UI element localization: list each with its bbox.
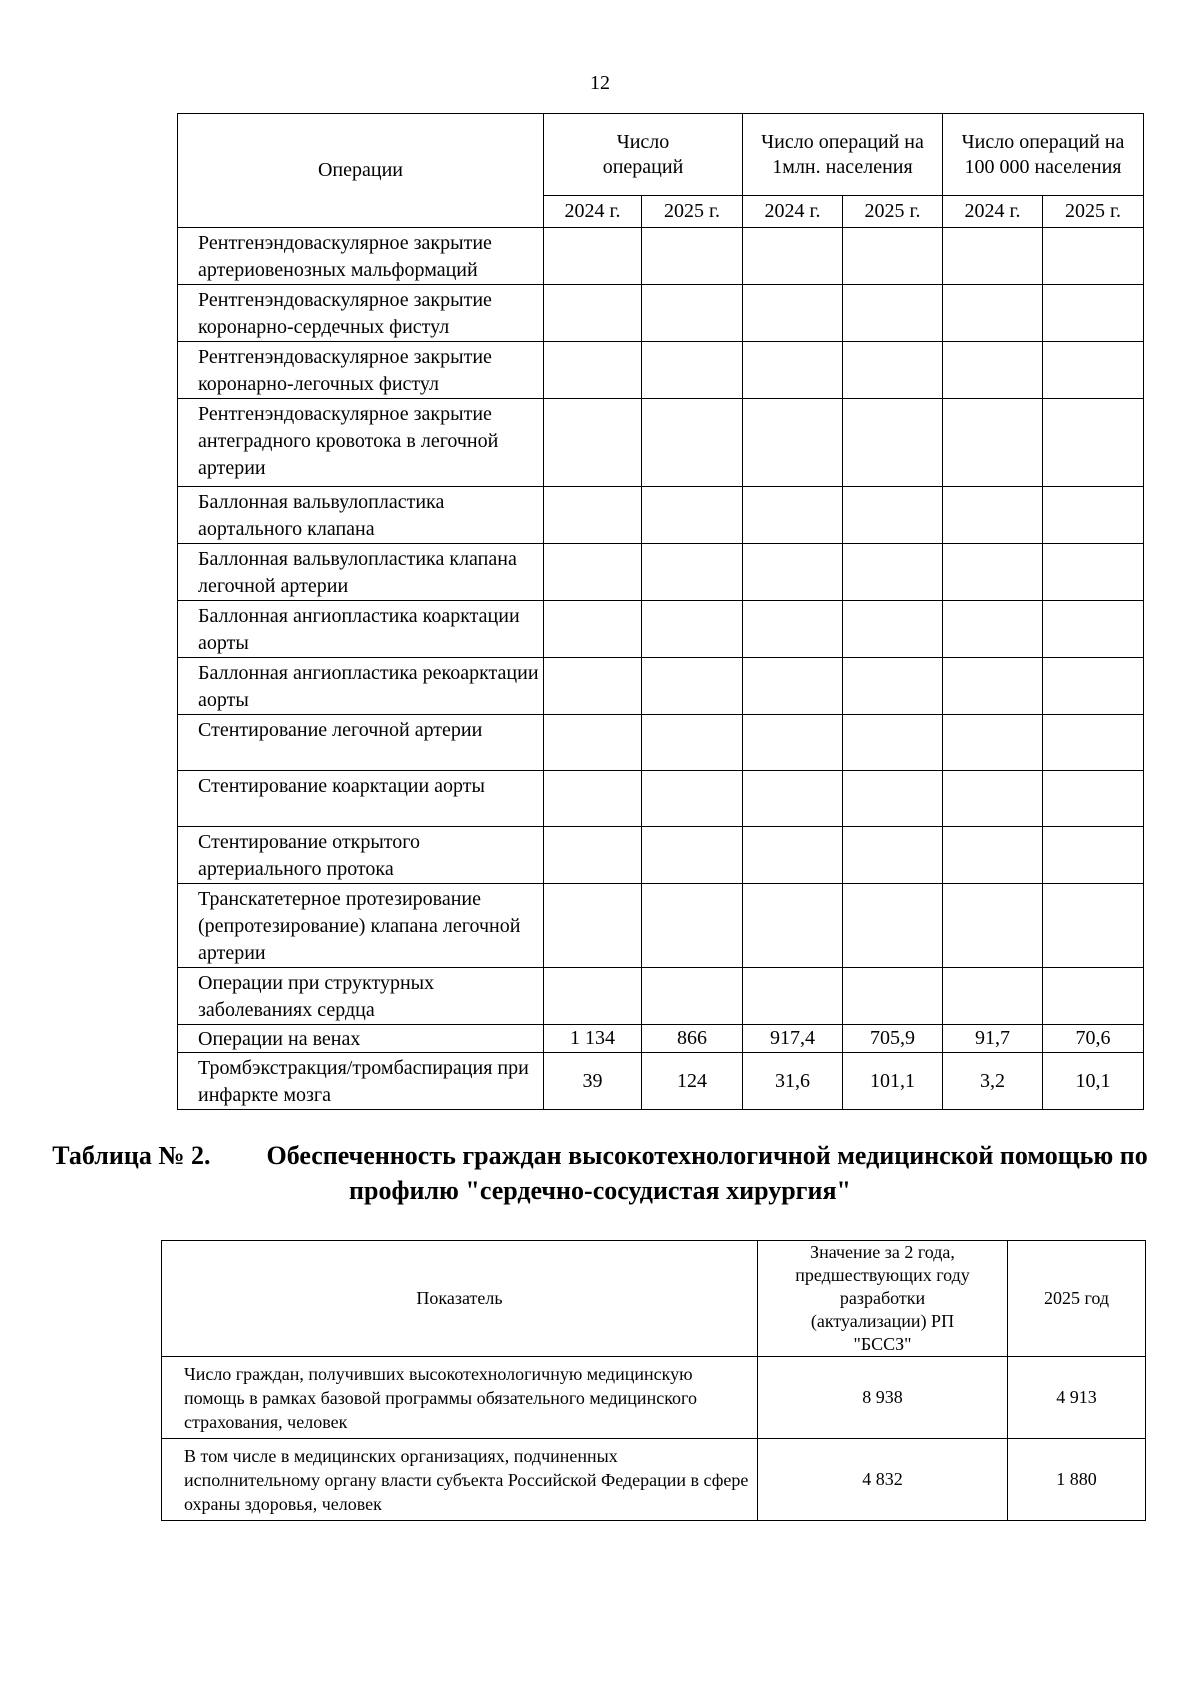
value-cell xyxy=(843,285,943,342)
table-row xyxy=(178,827,1144,884)
table-row xyxy=(162,1357,1146,1439)
value-cell xyxy=(743,544,843,601)
value-cell: 705,9 xyxy=(843,1025,943,1053)
value-cell xyxy=(642,968,743,1025)
current-value: 4 913 xyxy=(1008,1357,1146,1439)
operation-name: Стентирование открытого артериального протока xyxy=(178,827,544,884)
table-row xyxy=(162,1439,1146,1521)
operation-name: Рентгенэндоваскулярное закрытие коронарно-сердечных фистул xyxy=(178,285,544,342)
operation-name: Рентгенэндоваскулярное закрытие антеградного кровотока в легочной артерии xyxy=(178,399,544,487)
year-header: 2024 г. xyxy=(943,196,1043,228)
value-cell xyxy=(544,715,642,771)
group-header-per-million: Число операций на 1млн. населения xyxy=(743,114,943,196)
year-header: 2025 г. xyxy=(843,196,943,228)
page-number: 12 xyxy=(590,72,610,94)
table-row xyxy=(178,771,1144,827)
value-cell xyxy=(743,487,843,544)
value-cell xyxy=(843,827,943,884)
table-row xyxy=(178,658,1144,715)
table-row xyxy=(178,399,1144,487)
table2-number: Таблица № 2. xyxy=(52,1141,211,1170)
value-cell: 91,7 xyxy=(943,1025,1043,1053)
value-cell xyxy=(843,658,943,715)
value-cell xyxy=(743,715,843,771)
operation-name: Баллонная вальвулопластика клапана легочной артерии xyxy=(178,544,544,601)
group-header-per-100k: Число операций на 100 000 населения xyxy=(943,114,1144,196)
value-cell xyxy=(642,601,743,658)
current-value: 1 880 xyxy=(1008,1439,1146,1521)
indicator-name: Число граждан, получивших высокотехнологичную медицинскую помощь в рамках базовой программы обязательного медицинского страхования, человек xyxy=(162,1357,758,1439)
value-cell xyxy=(843,399,943,487)
value-cell: 3,2 xyxy=(943,1053,1043,1110)
value-cell xyxy=(743,884,843,968)
value-cell xyxy=(743,658,843,715)
value-cell xyxy=(943,285,1043,342)
value-cell xyxy=(943,771,1043,827)
operations-header: Операции xyxy=(178,114,544,228)
value-cell xyxy=(743,285,843,342)
value-cell xyxy=(544,285,642,342)
value-cell xyxy=(943,658,1043,715)
previous-value-header: Значение за 2 года, предшествующих году разработки (актуализации) РП "БССЗ" xyxy=(758,1241,1008,1357)
value-cell xyxy=(843,544,943,601)
value-cell xyxy=(743,342,843,399)
value-cell xyxy=(843,601,943,658)
value-cell xyxy=(743,771,843,827)
operation-name: Стентирование легочной артерии xyxy=(178,715,544,771)
table-row xyxy=(178,342,1144,399)
current-year-header: 2025 год xyxy=(1008,1241,1146,1357)
operation-name: Баллонная ангиопластика рекоарктации аорты xyxy=(178,658,544,715)
value-cell: 31,6 xyxy=(743,1053,843,1110)
table-row xyxy=(178,487,1144,544)
value-cell xyxy=(642,228,743,285)
value-cell xyxy=(943,228,1043,285)
value-cell xyxy=(544,399,642,487)
value-cell xyxy=(1043,715,1144,771)
operation-name: Рентгенэндоваскулярное закрытие артериовенозных мальформаций xyxy=(178,228,544,285)
operation-name: Операции на венах xyxy=(178,1025,544,1053)
value-cell xyxy=(642,399,743,487)
value-cell xyxy=(943,827,1043,884)
value-cell: 124 xyxy=(642,1053,743,1110)
value-cell xyxy=(943,399,1043,487)
value-cell xyxy=(1043,658,1144,715)
value-cell xyxy=(843,487,943,544)
value-cell xyxy=(544,228,642,285)
value-cell xyxy=(943,342,1043,399)
operation-name: Рентгенэндоваскулярное закрытие коронарно-легочных фистул xyxy=(178,342,544,399)
operation-name: Баллонная вальвулопластика аортального клапана xyxy=(178,487,544,544)
value-cell: 866 xyxy=(642,1025,743,1053)
indicator-name: В том числе в медицинских организациях, подчиненных исполнительному органу власти субъекта Российской Федерации в сфере охраны здоровья, человек xyxy=(162,1439,758,1521)
value-cell xyxy=(843,715,943,771)
value-cell: 917,4 xyxy=(743,1025,843,1053)
value-cell xyxy=(1043,228,1144,285)
value-cell xyxy=(544,601,642,658)
table-row xyxy=(178,968,1144,1025)
value-cell xyxy=(943,715,1043,771)
value-cell xyxy=(1043,771,1144,827)
table-row xyxy=(178,601,1144,658)
value-cell xyxy=(843,771,943,827)
table-row xyxy=(178,544,1144,601)
value-cell xyxy=(1043,968,1144,1025)
year-header: 2024 г. xyxy=(544,196,642,228)
value-cell xyxy=(544,771,642,827)
operation-name: Баллонная ангиопластика коарктации аорты xyxy=(178,601,544,658)
value-cell xyxy=(642,285,743,342)
value-cell xyxy=(943,601,1043,658)
value-cell xyxy=(1043,285,1144,342)
value-cell xyxy=(1043,342,1144,399)
value-cell xyxy=(943,544,1043,601)
value-cell xyxy=(642,771,743,827)
value-cell xyxy=(743,399,843,487)
value-cell: 1 134 xyxy=(544,1025,642,1053)
value-cell xyxy=(943,884,1043,968)
table2-title: Обеспеченность граждан высокотехнологичной медицинской помощью по профилю "сердечно-сосудистая хирургия" xyxy=(266,1141,1148,1205)
value-cell xyxy=(843,968,943,1025)
value-cell xyxy=(642,884,743,968)
value-cell xyxy=(743,228,843,285)
operation-name: Транскатетерное протезирование (репротезирование) клапана легочной артерии xyxy=(178,884,544,968)
previous-value: 8 938 xyxy=(758,1357,1008,1439)
value-cell xyxy=(943,487,1043,544)
table-row xyxy=(178,1053,1144,1110)
value-cell xyxy=(743,968,843,1025)
value-cell xyxy=(544,544,642,601)
value-cell xyxy=(544,487,642,544)
value-cell xyxy=(544,968,642,1025)
year-header: 2025 г. xyxy=(642,196,743,228)
value-cell xyxy=(1043,884,1144,968)
operation-name: Тромбэкстракция/тромбаспирация при инфаркте мозга xyxy=(178,1053,544,1110)
value-cell xyxy=(642,658,743,715)
value-cell xyxy=(1043,544,1144,601)
previous-value: 4 832 xyxy=(758,1439,1008,1521)
table-row xyxy=(178,1025,1144,1053)
value-cell xyxy=(642,715,743,771)
value-cell xyxy=(843,884,943,968)
value-cell xyxy=(743,827,843,884)
table-row xyxy=(178,285,1144,342)
year-header: 2024 г. xyxy=(743,196,843,228)
value-cell: 101,1 xyxy=(843,1053,943,1110)
year-header: 2025 г. xyxy=(1043,196,1144,228)
value-cell xyxy=(544,884,642,968)
value-cell xyxy=(544,827,642,884)
value-cell xyxy=(1043,487,1144,544)
value-cell: 70,6 xyxy=(1043,1025,1144,1053)
table-row xyxy=(178,228,1144,285)
value-cell xyxy=(1043,827,1144,884)
value-cell xyxy=(642,544,743,601)
coverage-table xyxy=(161,1240,1146,1521)
value-cell xyxy=(642,487,743,544)
value-cell xyxy=(843,342,943,399)
value-cell xyxy=(544,342,642,399)
indicator-header: Показатель xyxy=(162,1241,758,1357)
group-header-count: Число операций xyxy=(544,114,743,196)
table-row xyxy=(178,715,1144,771)
value-cell xyxy=(642,827,743,884)
value-cell xyxy=(1043,399,1144,487)
operation-name: Операции при структурных заболеваниях сердца xyxy=(178,968,544,1025)
operations-table xyxy=(177,113,1144,1110)
value-cell: 10,1 xyxy=(1043,1053,1144,1110)
value-cell xyxy=(642,342,743,399)
value-cell xyxy=(544,658,642,715)
value-cell xyxy=(843,228,943,285)
operation-name: Стентирование коарктации аорты xyxy=(178,771,544,827)
value-cell xyxy=(743,601,843,658)
value-cell xyxy=(1043,601,1144,658)
table-row xyxy=(178,884,1144,968)
value-cell: 39 xyxy=(544,1053,642,1110)
value-cell xyxy=(943,968,1043,1025)
table2-caption xyxy=(0,1138,1200,1208)
